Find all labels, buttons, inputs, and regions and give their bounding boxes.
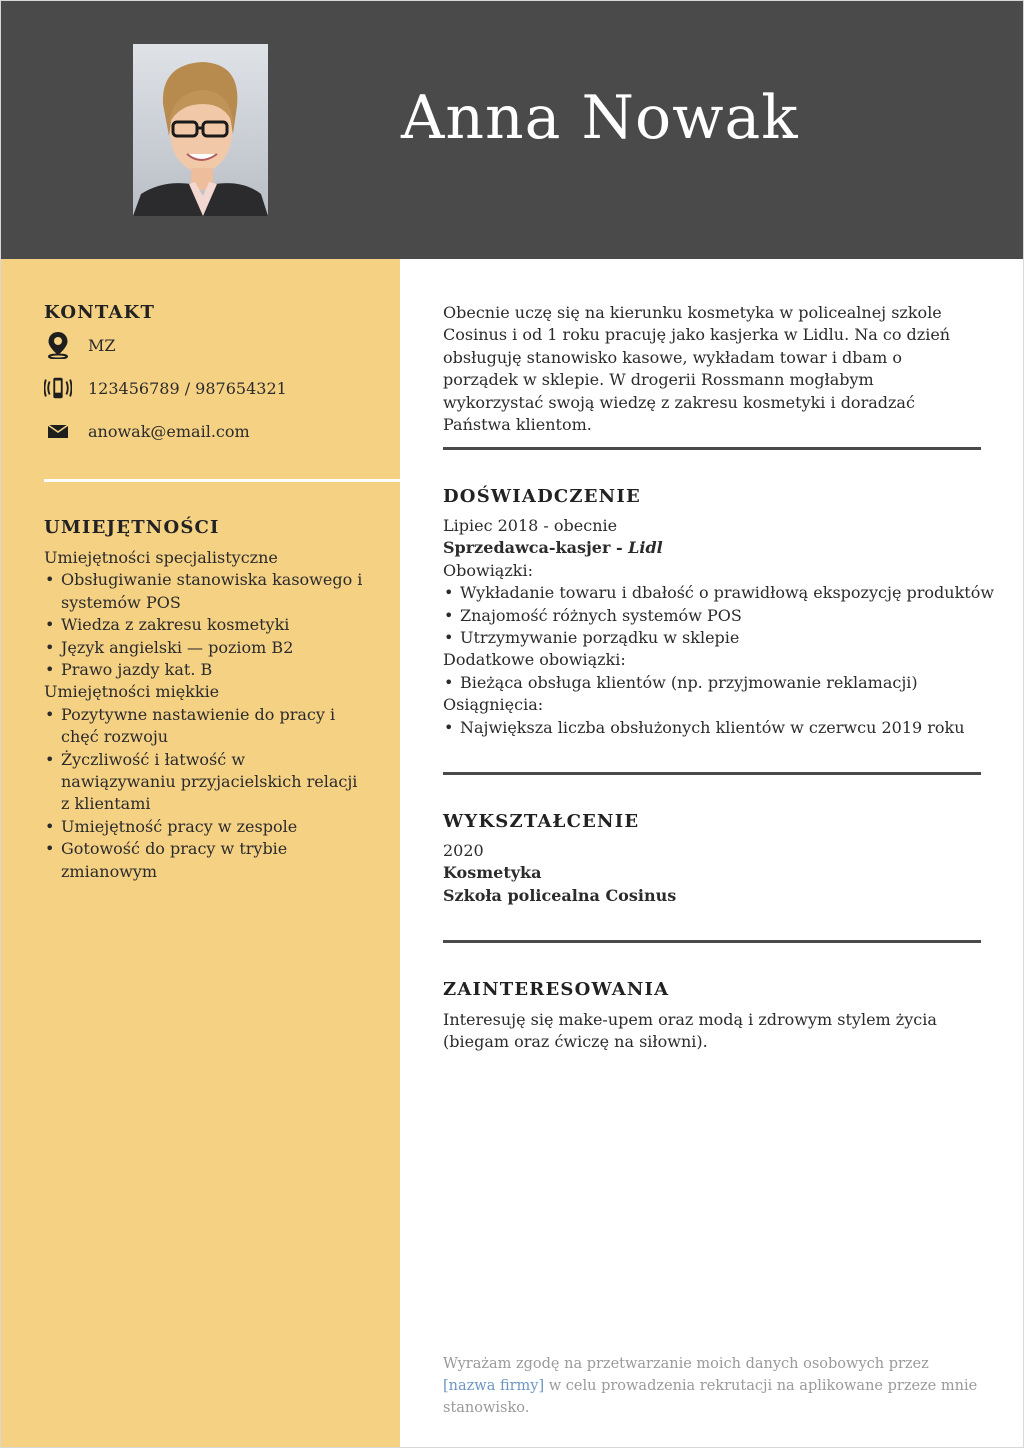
duties-label: Obowiązki: — [443, 560, 533, 580]
achievements-label: Osiągnięcia: — [443, 695, 544, 715]
contact-title: KONTAKT — [44, 302, 156, 323]
section-divider — [443, 447, 981, 450]
experience-period: Lipiec 2018 - obecnie — [443, 516, 618, 535]
interests-text: Interesuję się make-upem oraz modą i zdrowym stylem życia (biegam oraz ćwiczę na siłowni). — [443, 1010, 937, 1052]
contact-location — [44, 331, 116, 359]
skills-title: UMIEJĘTNOŚCI — [44, 517, 220, 538]
education-title: WYKSZTAŁCENIE — [443, 811, 640, 832]
candidate-name: Anna Nowak — [401, 83, 799, 153]
list-item: • Bieżąca obsługa klientów (np. przyjmowanie reklamacji) — [443, 672, 1003, 694]
list-item: • Życzliwość i łatwość w nawiązywaniu przyjacielskich relacji z klientami — [44, 749, 364, 816]
section-divider — [443, 940, 981, 943]
contact-phone — [44, 374, 287, 402]
experience-position-line — [443, 537, 1003, 559]
header-band — [1, 1, 1024, 259]
experience-position: Sprzedawca-kasjer - — [443, 538, 629, 558]
phone-value[interactable]: 123456789 / 987654321 — [88, 378, 287, 398]
consent-text-before: Wyrażam zgodę na przetwarzanie moich danych osobowych przez — [443, 1356, 929, 1372]
list-item: • Umiejętność pracy w zespole — [44, 816, 364, 838]
list-item: • Język angielski — poziom B2 — [44, 637, 364, 659]
specialist-skills-list — [44, 569, 364, 681]
sidebar-divider — [44, 479, 400, 482]
list-item: • Obsługiwanie stanowiska kasowego i systemów POS — [44, 569, 364, 614]
list-item: • Wykładanie towaru i dbałość o prawidłową ekspozycję produktów — [443, 582, 1003, 604]
section-divider — [443, 772, 981, 775]
specialist-skills-title: Umiejętności specjalistyczne — [44, 548, 278, 567]
experience-company: Lidl — [628, 538, 663, 558]
skills-block — [44, 547, 364, 883]
envelope-icon — [44, 417, 72, 445]
profile-photo — [133, 44, 268, 216]
location-value: MZ — [88, 335, 116, 355]
main-content — [400, 259, 1024, 1448]
email-value[interactable]: anowak@email.com — [88, 421, 250, 441]
list-item: • Największa liczba obsłużonych klientów w czerwcu 2019 roku — [443, 717, 1003, 739]
achievements-list — [443, 717, 1003, 739]
list-item: • Utrzymywanie porządku w sklepie — [443, 627, 1003, 649]
extra-duties-label: Dodatkowe obowiązki: — [443, 650, 626, 670]
company-name-placeholder[interactable]: [nazwa firmy] — [443, 1378, 545, 1394]
gdpr-consent — [443, 1353, 983, 1419]
extra-duties-list — [443, 672, 1003, 694]
soft-skills-list — [44, 704, 364, 883]
education-school: Szkoła policealna Cosinus — [443, 885, 677, 905]
list-item: • Prawo jazdy kat. B — [44, 659, 364, 681]
summary-text: Obecnie uczę się na kierunku kosmetyka w policealnej szkole Cosinus i od 1 roku pracuję jako kasjerka w Lidlu. Na co dzień obsługuję stanowisko kasowe, wykładam towar i dbam o porządek w sklepie. W drogerii Rossmann mogłabym wykorzystać swoją wiedzę z zakresu kosmetyki i doradzać Państwa klientom. — [443, 303, 951, 435]
soft-skills-title: Umiejętności miękkie — [44, 682, 220, 702]
contact-email — [44, 417, 250, 445]
education-year: 2020 — [443, 841, 484, 860]
list-item: • Gotowość do pracy w trybie zmianowym — [44, 838, 364, 883]
education-field: Kosmetyka — [443, 863, 542, 883]
list-item: • Pozytywne nastawienie do pracy i chęć rozwoju — [44, 704, 364, 749]
location-pin-icon — [44, 331, 72, 359]
experience-title: DOŚWIADCZENIE — [443, 486, 641, 507]
sidebar — [1, 259, 400, 1448]
list-item: • Znajomość różnych systemów POS — [443, 605, 1003, 627]
phone-vibrate-icon — [44, 374, 72, 402]
interests-title: ZAINTERESOWANIA — [443, 979, 670, 1000]
consent-text-after: w celu prowadzenia rekrutacji na aplikowane przeze mnie stanowisko. — [443, 1378, 978, 1416]
list-item: • Wiedza z zakresu kosmetyki — [44, 614, 364, 636]
duties-list — [443, 582, 1003, 649]
experience-block — [443, 515, 1003, 739]
education-block — [443, 840, 973, 907]
